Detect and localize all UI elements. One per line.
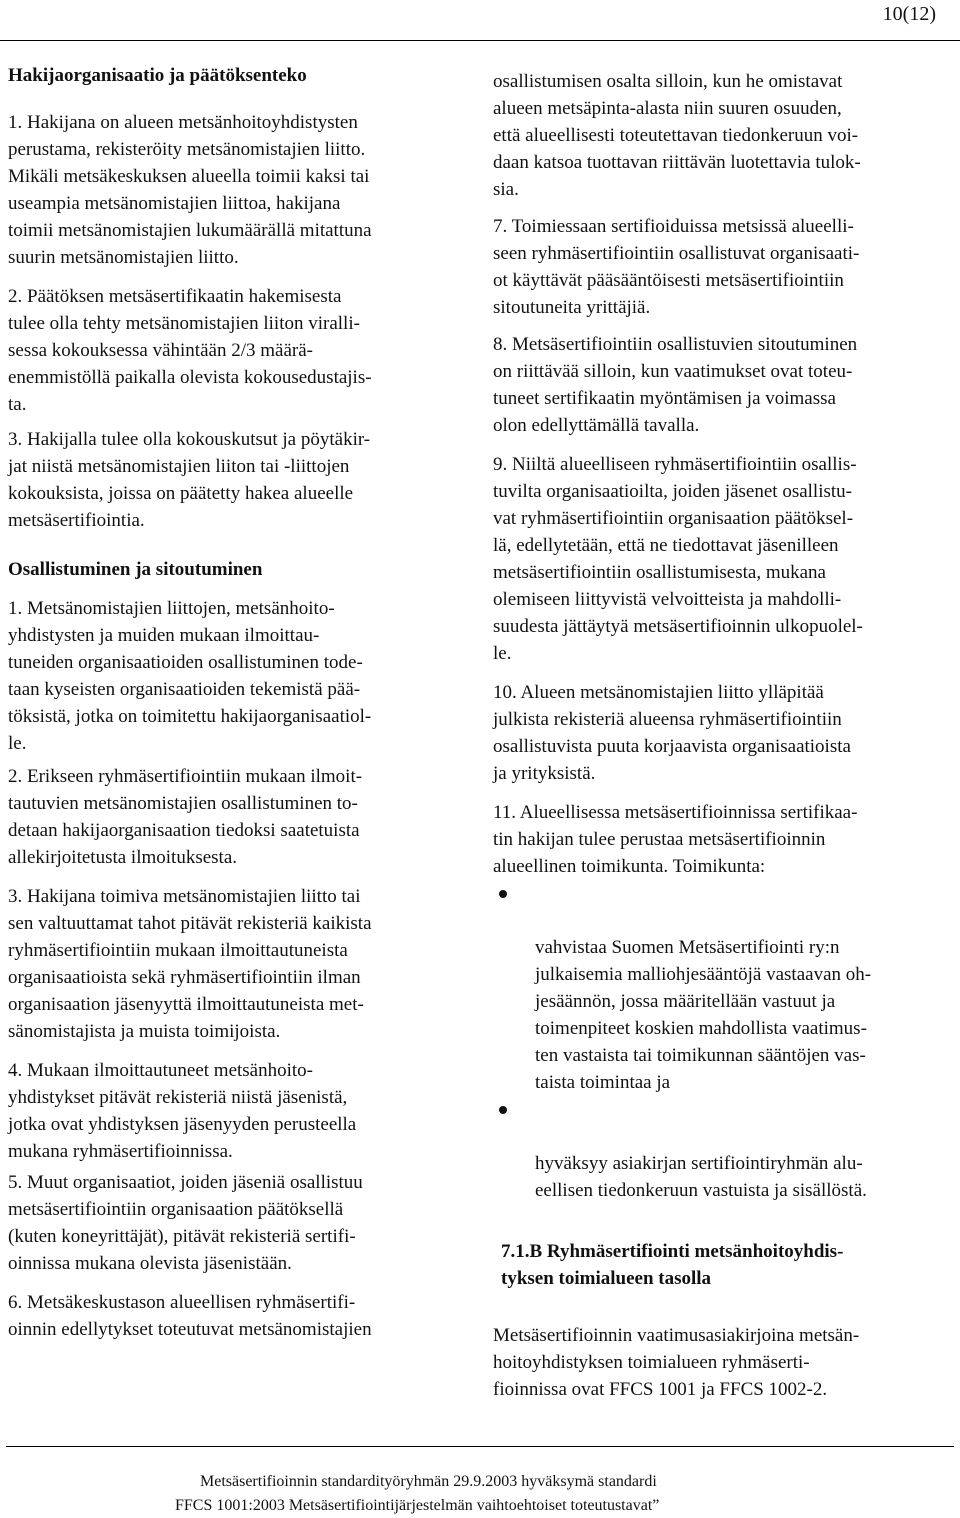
section-heading-decision-making: Hakijaorganisaatio ja päätöksenteko — [8, 65, 307, 86]
paragraph: 5. Muut organisaatiot, joiden jäseniä osallistuu metsäsertifiointiin organisaation päätöksellä (kuten koneyrittäjät), pitävät rekisteriä sertifi- oinnissa mukana olevista jäsenistään. — [8, 1172, 363, 1274]
paragraph: Metsäsertifioinnin vaatimusasiakirjoina metsän- hoitoyhdistyksen toimialueen ryhmäserti- fioinnissa ovat FFCS 1001 ja FFCS 1002-2. — [493, 1325, 860, 1400]
paragraph: osallistumisen osalta silloin, kun he omistavat alueen metsäpinta-alasta niin suuren osuuden, että alueellisesti toteutettavan tiedonkeruun voi- daan katsoa tuottavan riittävän luotettavia tulok- sia. — [493, 71, 861, 200]
page-number: 10(12) — [882, 3, 936, 25]
paragraph: 7. Toimiessaan sertifioiduissa metsissä alueelli- seen ryhmäsertifiointiin osallistuvat organisaati- ot käyttävät pääsääntöisesti metsäsertifiointiin sitoutuneita yrittäjiä. — [493, 216, 860, 318]
section-heading-participation: Osallistuminen ja sitoutuminen — [8, 559, 263, 580]
paragraph: 8. Metsäsertifiointiin osallistuvien sitoutuminen on riittävää silloin, kun vaatimukset ovat toteu- tuneet sertifikaatin myöntämisen ja voimassa olon edellyttämällä tavalla. — [493, 334, 858, 436]
footer-line: Metsäsertifioinnin standardityöryhmän 29.9.2003 hyväksymä standardi — [200, 1473, 657, 1490]
paragraph: 2. Erikseen ryhmäsertifiointiin mukaan ilmoit- tautuvien metsänomistajien osallistuminen to- detaan hakijaorganisaation tiedoksi saatetuista allekirjoitetusta ilmoituksesta. — [8, 766, 363, 868]
list-item-text: vahvistaa Suomen Metsäsertifiointi ry:n julkaisemia malliohjesääntöjä vastaavan oh- jesäännön, jossa määritellään vastuut ja toimenpiteet koskien mahdollista vaatimus- ten vastaista tai toimikunnan sääntöjen vas- taista toimintaa ja — [535, 937, 872, 1093]
paragraph: 3. Hakijana toimiva metsänomistajien liitto tai sen valtuuttamat tahot pitävät rekisteriä kaikista ryhmäsertifiointiin mukaan ilmoittautuneista organisaatioista sekä ryhmäsertifiointiin ilman organisaation jäsenyyttä ilmoittautuneista met- sänomistajista ja muista toimijoista. — [8, 886, 372, 1042]
header-divider — [0, 40, 960, 41]
list-item — [493, 1096, 953, 1204]
footer-line: FFCS 1001:2003 Metsäsertifiointijärjestelmän vaihtoehtoiset toteutustavat” — [175, 1497, 660, 1514]
footer-divider — [6, 1446, 954, 1447]
bullet-list — [493, 880, 953, 1204]
paragraph: 2. Päätöksen metsäsertifikaatin hakemisesta tulee olla tehty metsänomistajien liiton viralli- sessa kokouksessa vähintään 2/3 määrä- enemmistöllä paikalla olevista kokousedustajis- ta. — [8, 286, 372, 415]
subsection-title: 7.1.B Ryhmäsertifiointi metsänhoitoyhdis- tyksen toimialueen tasolla — [501, 1241, 844, 1289]
paragraph: 9. Niiltä alueelliseen ryhmäsertifiointiin osallis- tuvilta organisaatioilta, joiden jäsenet osallistu- vat ryhmäsertifiointiin organisaation päätöksel- lä, edellytetään, että ne tiedottavat jäsenilleen metsäsertifiointiin osallistumisesta, mukana olemiseen liittyvistä velvoitteista ja mahdolli- suudesta jättäytyä metsäsertifioinnin ulkopuolel- le. — [493, 454, 863, 664]
bullet-icon — [499, 1106, 507, 1114]
paragraph: 10. Alueen metsänomistajien liitto ylläpitää julkista rekisteriä alueensa ryhmäsertifiointiin osallistuvista puuta korjaavista organisaatioista ja yrityksistä. — [493, 682, 851, 784]
bullet-icon — [499, 890, 507, 898]
paragraph: 6. Metsäkeskustason alueellisen ryhmäsertifi- oinnin edellytykset toteutuvat metsänomistajien — [8, 1292, 372, 1340]
paragraph: 11. Alueellisessa metsäsertifioinnissa sertifikaa- tin hakijan tulee perustaa metsäsertifioinnin alueellinen toimikunta. Toimikunta: — [493, 802, 858, 877]
right-column — [493, 68, 953, 1403]
paragraph: 1. Metsänomistajien liittojen, metsänhoito- yhdistysten ja muiden mukaan ilmoittau- tuneiden organisaatioiden osallistuminen tode- taan kyseisten organisaatioiden tekemistä pää- töksistä, jotka on toimitettu hakijaorganisaatiol- le. — [8, 598, 372, 754]
paragraph: 3. Hakijalla tulee olla kokouskutsut ja pöytäkir- jat niistä metsänomistajien liiton tai -liittojen kokouksista, joissa on päätetty hakea alueelle metsäsertifiointia. — [8, 429, 371, 531]
paragraph: 4. Mukaan ilmoittautuneet metsänhoito- yhdistykset pitävät rekisteriä niistä jäsenistä, jotka ovat yhdistyksen jäsenyyden perusteella mukana ryhmäsertifioinnissa. — [8, 1060, 357, 1162]
list-item — [493, 880, 953, 1096]
paragraph: 1. Hakijana on alueen metsänhoitoyhdistysten perustama, rekisteröity metsänomistajien liitto. Mikäli metsäkeskuksen alueella toimii kaksi tai useampia metsänomistajien liittoa, hakijana toimii metsänomistajien lukumäärällä mitattuna suurin metsänomistajien liitto. — [8, 112, 372, 268]
left-column — [8, 62, 463, 1343]
page-footer — [0, 1470, 960, 1518]
list-item-text: hyväksyy asiakirjan sertifiointiryhmän alu- eellisen tiedonkeruun vastuista ja sisällöstä. — [535, 1153, 867, 1201]
